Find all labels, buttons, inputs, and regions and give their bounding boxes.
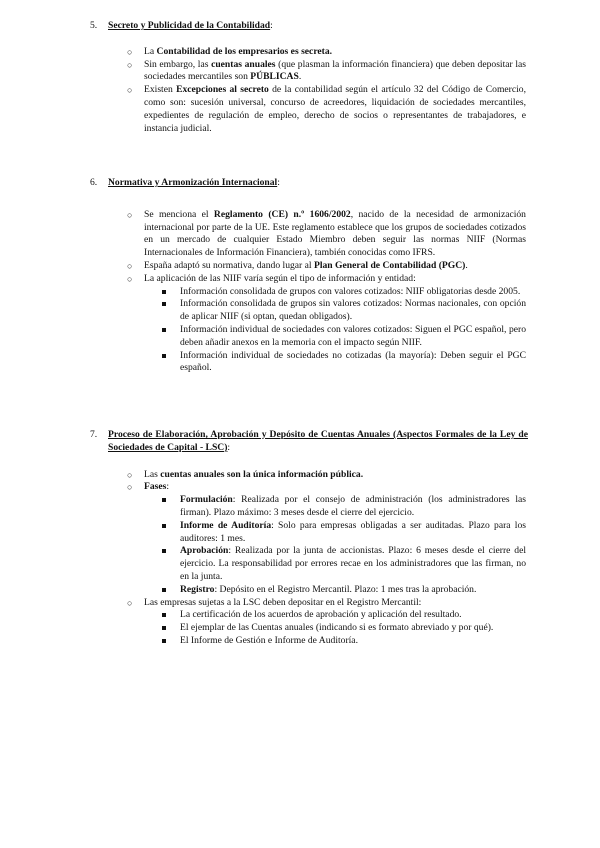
text: : Realizada por la junta de accionistas. Plazo: 6 meses desde el cierre del ejercicio. La responsabilidad por errores recae en los administradores que las firman, no en la junta. (180, 545, 526, 582)
sub-bullet-list (144, 494, 526, 596)
list-item (127, 259, 526, 273)
section-title: Proceso de Elaboración, Aprobación y Depósito de Cuentas Anuales (Aspectos Formales de la Ley de Sociedades de Capital - LSC) (108, 429, 528, 453)
list-item (127, 272, 526, 375)
square-bullet-icon (162, 354, 166, 358)
list-item (127, 45, 526, 59)
text: Se menciona el (144, 208, 214, 220)
text: : Realizada por el consejo de administración (los administradores las firman). Plazo máximo: 3 meses desde el cierre del ejercicio. (180, 494, 526, 518)
bold-text: cuentas anuales (211, 58, 276, 70)
sub-list-item (180, 350, 526, 376)
square-bullet-icon (162, 328, 166, 332)
text: Información consolidada de grupos con valores cotizados: NIIF obligatorias desde 2005. (180, 285, 521, 297)
sub-list-item (180, 545, 526, 583)
sub-bullet-list (144, 286, 526, 376)
section-number: 5. (90, 20, 98, 31)
square-bullet-icon (162, 302, 166, 306)
circle-bullet-icon: ○ (127, 59, 133, 70)
section-heading (90, 429, 528, 455)
bold-text: Informe de Auditoría (180, 519, 272, 531)
text: El Informe de Gestión e Informe de Auditoría. (180, 634, 358, 646)
sub-list-item (180, 584, 526, 597)
bold-text: Reglamento (CE) n.º 1606/2002 (213, 208, 351, 220)
text: El ejemplar de las Cuentas anuales (indicando si es formato abreviado y por qué). (180, 622, 494, 634)
sub-list-item (180, 494, 526, 520)
text: : Solo para empresas obligadas a ser auditadas. Plazo para los auditores: 1 mes. (180, 519, 526, 544)
list-item (127, 468, 526, 482)
bold-text: Registro (180, 583, 215, 595)
section-7 (0, 429, 600, 648)
text: La (144, 45, 157, 57)
section-number: 6. (90, 177, 98, 188)
sub-list-item (180, 622, 526, 635)
sub-list-item (180, 298, 526, 324)
bold-text: Fases (144, 481, 167, 493)
square-bullet-icon (162, 549, 166, 553)
list-item (127, 58, 526, 85)
list-item (127, 481, 526, 596)
circle-bullet-icon: ○ (127, 85, 133, 96)
square-bullet-icon (162, 613, 166, 617)
section-number: 7. (90, 429, 98, 440)
square-bullet-icon (162, 290, 166, 294)
section-heading (90, 177, 528, 190)
square-bullet-icon (162, 626, 166, 630)
bold-text: Plan General de Contabilidad (PGC) (313, 259, 466, 271)
sub-list-item (180, 286, 526, 299)
text: Las empresas sujetas a la LSC deben depositar en el Registro Mercantil: (144, 596, 422, 608)
heading-colon: : (227, 441, 231, 453)
text: Información individual de sociedades no cotizadas (la mayoría): Deben seguir el PGC español. (180, 349, 526, 374)
section-5 (0, 20, 600, 135)
text: La certificación de los acuerdos de aprobación y aplicación del resultado. (180, 609, 462, 621)
square-bullet-icon (162, 588, 166, 592)
text: . (329, 45, 333, 57)
bold-text: PÚBLICAS (250, 71, 299, 83)
text: . (298, 71, 302, 83)
circle-bullet-icon: ○ (127, 597, 133, 608)
square-bullet-icon (162, 524, 166, 528)
list-item (127, 84, 526, 135)
text: de la contabilidad según el artículo 32 del Código de Comercio, como son: sucesión universal, concurso de acreedores, liquidación de sociedades mercantiles, expedientes de regulación de empleo, derecho de socios o representantes de trabajadores, e instancia judicial. (144, 84, 526, 134)
sub-list-item (180, 635, 526, 648)
sub-list-item (180, 609, 526, 622)
text: , nacido de la necesidad de armonización internacional por parte de la UE. Este reglamento establece que los grupos de sociedades cotizados en un mercado de cualquier Estado Miembro deben seguir las normas NIIF (Normas Internacionales de Información Financiera), también conocidas como IFRS. (144, 208, 526, 259)
text: Información consolidada de grupos sin valores cotizados: Normas nacionales, con opción de aplicar NIIF (si optan, quedan obligados). (180, 298, 526, 323)
bullet-list (0, 469, 600, 648)
bullet-list (0, 46, 600, 136)
section-title: Secreto y Publicidad de la Contabilidad (108, 20, 271, 31)
text: (que plasman la información financiera) que deben depositar las sociedades mercantiles son (144, 58, 526, 83)
sub-list-item (180, 520, 526, 546)
bold-text: Contabilidad de los empresarios es secreta (156, 45, 330, 57)
circle-bullet-icon: ○ (127, 482, 133, 493)
sub-list-item (180, 324, 526, 350)
section-title: Normativa y Armonización Internacional (108, 177, 278, 188)
text: : (166, 481, 170, 493)
bold-text: cuentas anuales son la única información pública (160, 468, 361, 480)
bold-text: Excepciones al secreto (176, 84, 269, 96)
text: España adaptó su normativa, dando lugar al (144, 259, 314, 271)
list-item (127, 208, 526, 260)
circle-bullet-icon: ○ (127, 209, 133, 220)
section-heading (90, 20, 528, 33)
square-bullet-icon (162, 639, 166, 643)
text: Existen (144, 84, 177, 96)
text: : Depósito en el Registro Mercantil. Plazo: 1 mes tras la aprobación. (214, 583, 477, 595)
circle-bullet-icon: ○ (127, 469, 133, 480)
circle-bullet-icon: ○ (127, 46, 133, 57)
sub-bullet-list (144, 609, 526, 647)
circle-bullet-icon: ○ (127, 273, 133, 284)
text: La aplicación de las NIIF varía según el tipo de información y entidad: (144, 272, 416, 284)
text: Información individual de sociedades con valores cotizados: Siguen el PGC español, pero deben añadir anexos en la memoria con el impacto según NIIF. (180, 323, 526, 348)
heading-colon: : (277, 177, 280, 188)
bold-text: Aprobación (180, 545, 229, 557)
text: . (465, 259, 468, 271)
text: Las (144, 468, 161, 480)
section-6 (0, 177, 600, 375)
circle-bullet-icon: ○ (127, 260, 133, 271)
bold-text: Formulación (180, 494, 233, 506)
bullet-list (0, 209, 600, 375)
square-bullet-icon (162, 498, 166, 502)
text: Sin embargo, las (144, 58, 212, 70)
list-item (127, 596, 526, 648)
heading-colon: : (270, 20, 273, 31)
text: . (360, 468, 364, 480)
